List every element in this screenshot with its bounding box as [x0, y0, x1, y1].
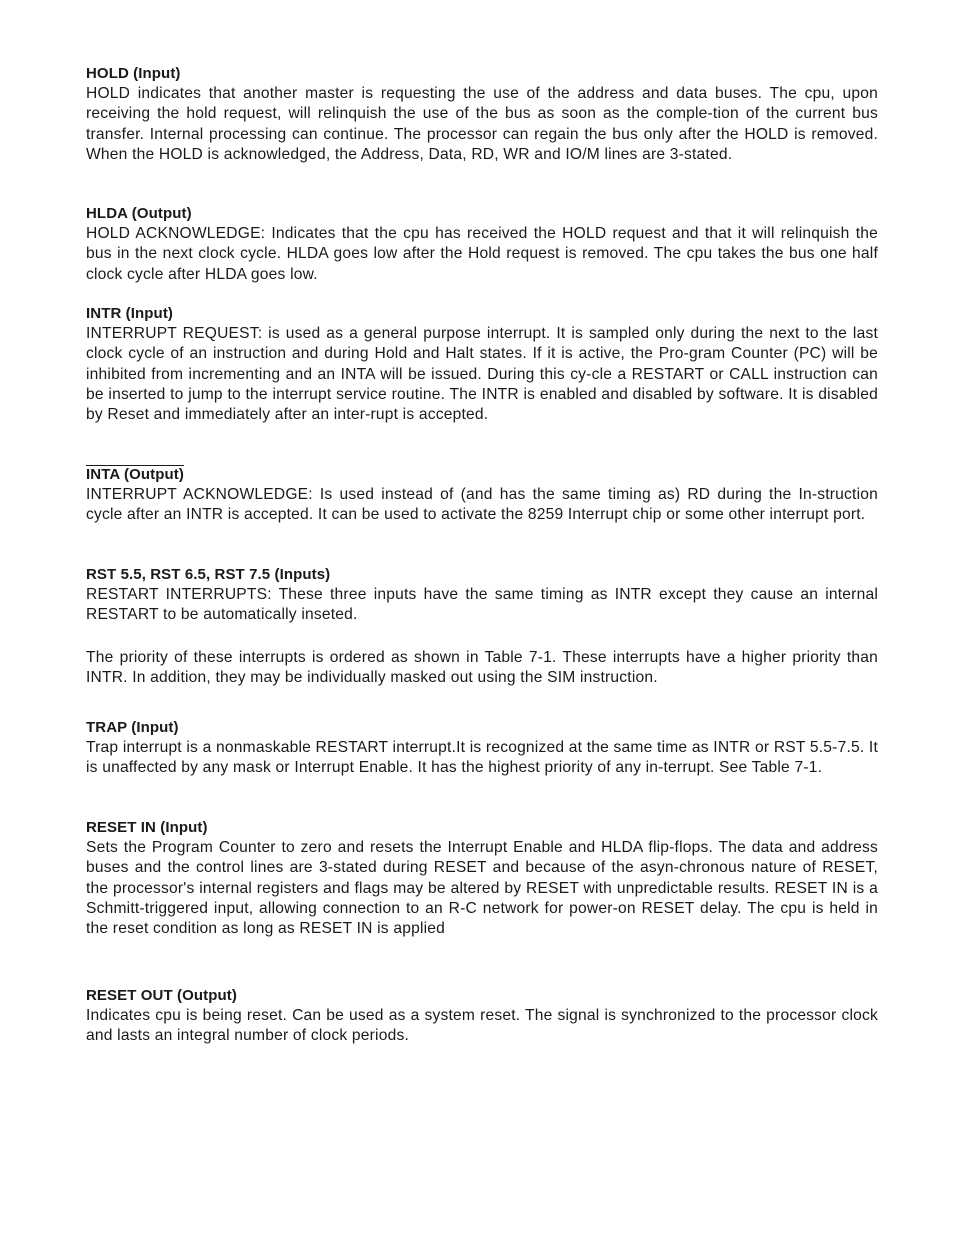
section-body: INTERRUPT REQUEST: is used as a general purpose interrupt. It is sampled only during the next to the last clock cycle of an instruction and during Hold and Halt states. If it is active, the Pro-gram Counter (PC) will be inhibited from incrementing and an INTA will be issued. During this cy-cle a RESTART or CALL instruction can be inserted to jump to the interrupt service routine. The INTR is enabled and disabled by software. It is disabled by Reset and immediately after an inter-rupt is accepted. — [86, 325, 878, 424]
section-hlda — [86, 204, 878, 285]
section-heading: TRAP (Input) — [86, 719, 179, 736]
section-intr — [86, 304, 878, 425]
section-reset-in — [86, 818, 878, 939]
section-body: HOLD indicates that another master is requesting the use of the address and data buses. The cpu, upon receiving the hold request, will relinquish the use of the bus as soon as the comple-tion of the current bus transfer. Internal processing can continue. The processor can regain the bus only after the HOLD is removed. When the HOLD is acknowledged, the Address, Data, RD, WR and IO/M lines are 3-stated. — [86, 85, 878, 163]
section-heading: RST 5.5, RST 6.5, RST 7.5 (Inputs) — [86, 566, 331, 583]
section-heading: INTA (Output) — [86, 466, 184, 483]
section-rst — [86, 565, 878, 626]
section-heading: HLDA (Output) — [86, 205, 192, 222]
section-trap — [86, 718, 878, 779]
section-heading: HOLD (Input) — [86, 65, 181, 82]
section-body: HOLD ACKNOWLEDGE: Indicates that the cpu has received the HOLD request and that it will relinquish the bus in the next clock cycle. HLDA goes low after the Hold request is removed. The cpu takes the bus one half clock cycle after HLDA goes low. — [86, 225, 878, 283]
section-body: Trap interrupt is a nonmaskable RESTART interrupt.It is recognized at the same time as INTR or RST 5.5-7.5. It is unaffected by any mask or Interrupt Enable. It has the highest priority of any in-terrupt. See Table 7-1. — [86, 739, 878, 777]
section-inta — [86, 465, 878, 526]
section-heading: INTR (Input) — [86, 305, 174, 322]
section-body: Sets the Program Counter to zero and resets the Interrupt Enable and HLDA flip-flops. The data and address buses and the control lines are 3-stated during RESET and because of the asyn-chronous nature of RESET, the processor's internal registers and flags may be altered by RESET with unpredictable results. RESET IN is a Schmitt-triggered input, allowing connection to an R-C network for power-on RESET delay. The cpu is held in the reset condition as long as RESET IN is applied — [86, 839, 878, 938]
section-hold — [86, 64, 878, 165]
section-body: INTERRUPT ACKNOWLEDGE: Is used instead of (and has the same timing as) RD during the In-struction cycle after an INTR is accepted. It can be used to activate the 8259 Interrupt chip or some other interrupt port. — [86, 486, 878, 524]
section-priority — [86, 648, 878, 689]
section-heading: RESET OUT (Output) — [86, 987, 237, 1004]
section-reset-out — [86, 986, 878, 1047]
section-body: RESTART INTERRUPTS: These three inputs have the same timing as INTR except they cause an internal RESTART to be automatically inseted. — [86, 586, 878, 624]
section-heading: RESET IN (Input) — [86, 819, 208, 836]
section-body: Indicates cpu is being reset. Can be used as a system reset. The signal is synchronized to the processor clock and lasts an integral number of clock periods. — [86, 1007, 878, 1045]
section-body: The priority of these interrupts is ordered as shown in Table 7-1. These interrupts have a higher priority than INTR. In addition, they may be individually masked out using the SIM instruction. — [86, 649, 878, 687]
